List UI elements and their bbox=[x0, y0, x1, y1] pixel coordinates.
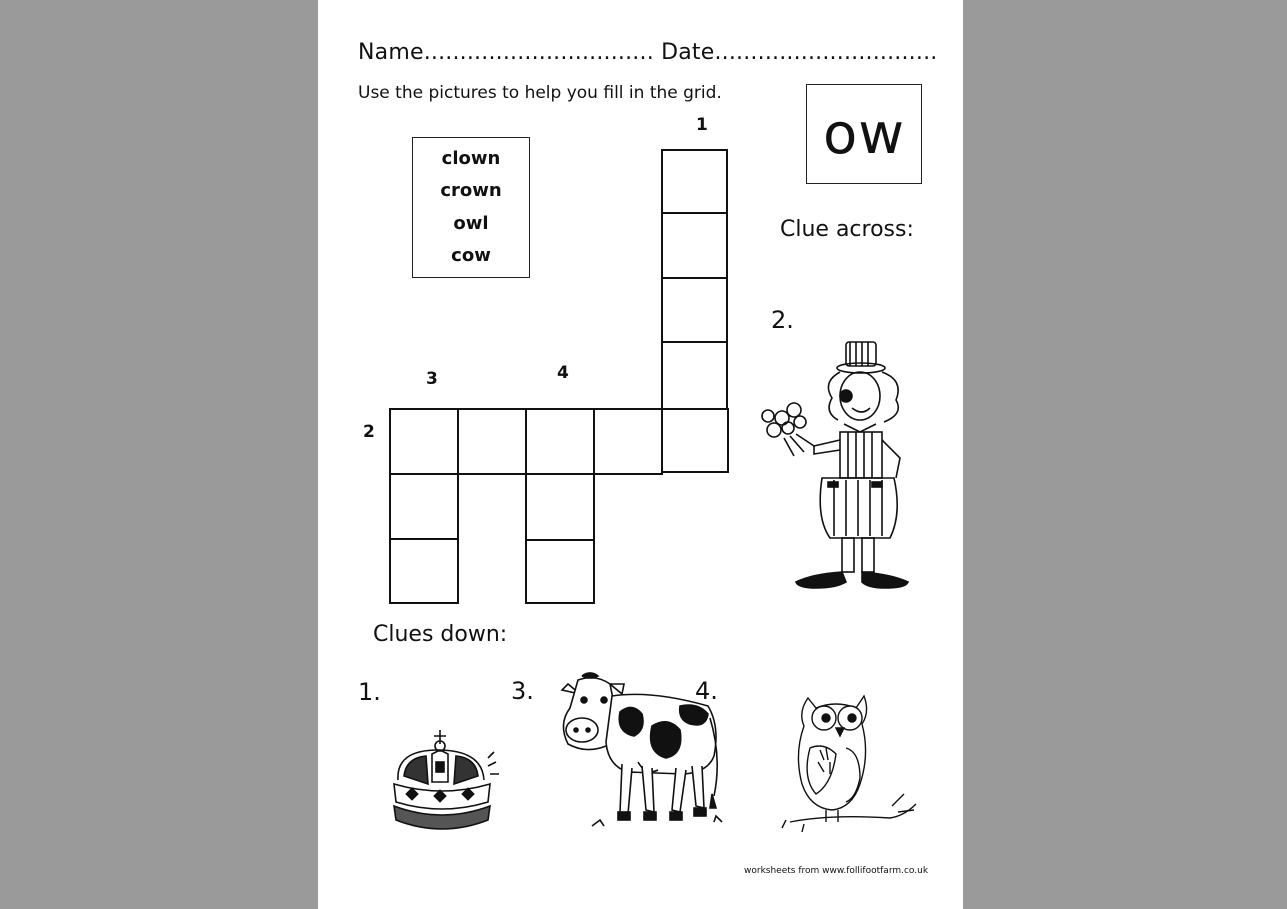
word-bank-item: cow bbox=[451, 245, 491, 266]
owl-illustration bbox=[780, 688, 920, 836]
worksheet-page bbox=[318, 0, 963, 909]
crossword-cell[interactable] bbox=[525, 473, 595, 541]
name-date-line: Name................................ Date............................... bbox=[358, 40, 938, 65]
clues-down-heading: Clues down: bbox=[373, 622, 508, 647]
clue-label-3: 3. bbox=[511, 677, 534, 705]
crossword-cell[interactable] bbox=[661, 212, 728, 279]
footer-credit: worksheets from www.follifootfarm.co.uk bbox=[744, 866, 929, 876]
crossword-cell[interactable] bbox=[661, 341, 728, 410]
crown-illustration bbox=[384, 728, 500, 832]
clue-label-4: 4. bbox=[695, 677, 718, 705]
crossword-cell[interactable] bbox=[661, 408, 729, 473]
crossword-cell[interactable] bbox=[457, 408, 527, 475]
grid-number-1: 1 bbox=[696, 115, 708, 135]
crossword-cell[interactable] bbox=[593, 408, 663, 475]
grid-number-4: 4 bbox=[557, 363, 569, 383]
clue-label-2: 2. bbox=[771, 306, 794, 334]
clue-across-heading: Clue across: bbox=[780, 217, 914, 242]
crossword-cell[interactable] bbox=[661, 277, 728, 343]
clue-label-1: 1. bbox=[358, 678, 381, 706]
instructions-text: Use the pictures to help you fill in the grid. bbox=[358, 83, 722, 103]
grid-number-2: 2 bbox=[363, 422, 375, 442]
clown-illustration bbox=[754, 338, 914, 590]
word-bank-item: crown bbox=[440, 180, 502, 201]
crossword-cell[interactable] bbox=[661, 149, 728, 214]
sound-label: ow bbox=[822, 101, 906, 167]
crossword-cell[interactable] bbox=[389, 408, 459, 475]
crossword-cell[interactable] bbox=[525, 408, 595, 475]
word-bank-item: clown bbox=[441, 147, 501, 169]
crossword-cell[interactable] bbox=[525, 539, 595, 604]
crossword-cell[interactable] bbox=[389, 538, 459, 604]
word-bank bbox=[412, 137, 530, 278]
crossword-cell[interactable] bbox=[389, 473, 459, 540]
grid-number-3: 3 bbox=[426, 369, 438, 389]
word-bank-item: owl bbox=[453, 212, 489, 234]
cow-illustration bbox=[552, 666, 728, 836]
sound-box bbox=[806, 84, 922, 184]
